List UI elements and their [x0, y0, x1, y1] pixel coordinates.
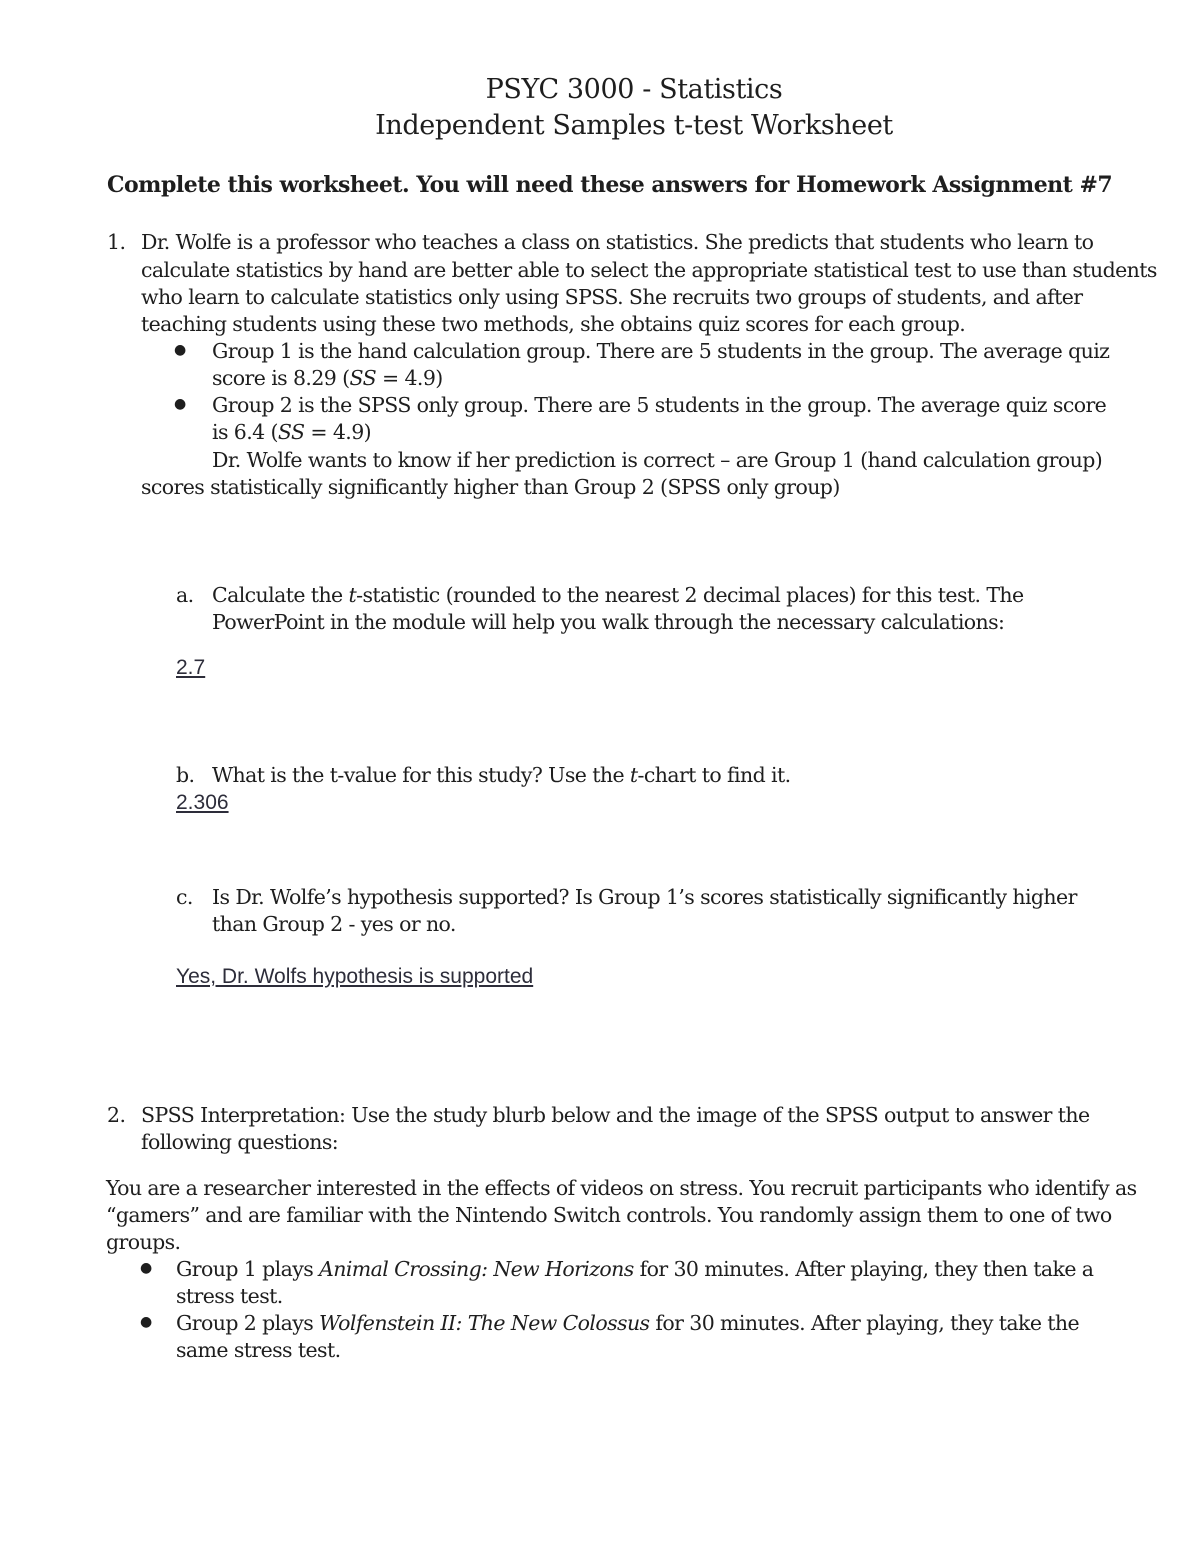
bullet-icon: ●: [174, 342, 187, 358]
study-blurb-line: “gamers” and are familiar with the Nintendo Switch controls. You randomly assign them to one of two: [106, 1203, 1112, 1227]
question-1-line: calculate statistics by hand are better able to select the appropriate statistical test to use than students: [141, 258, 1157, 282]
question-1-prompt: Dr. Wolfe wants to know if her prediction is correct – are Group 1 (hand calculation group): [212, 448, 1103, 472]
part-c-answer: Yes, Dr. Wolfs hypothesis is supported: [176, 965, 534, 988]
part-c-question: than Group 2 - yes or no.: [212, 912, 456, 936]
question-2-line: following questions:: [141, 1130, 339, 1154]
part-b-label: b.: [176, 763, 195, 787]
q2-group-2: same stress test.: [176, 1338, 341, 1362]
study-blurb-line: You are a researcher interested in the effects of videos on stress. You recruit participants who identify as: [106, 1176, 1137, 1200]
worksheet-title: Independent Samples t-test Worksheet: [375, 110, 893, 141]
group-2-score: is 6.4 (SS = 4.9): [212, 420, 372, 444]
q2-group-1: Group 1 plays Animal Crossing: New Horizons for 30 minutes. After playing, they then take a: [176, 1257, 1094, 1281]
question-1-number: 1.: [107, 230, 126, 254]
bullet-icon: ●: [140, 1260, 153, 1276]
instructions: Complete this worksheet. You will need these answers for Homework Assignment #7: [107, 172, 1113, 198]
question-1-line: who learn to calculate statistics only using SPSS. She recruits two groups of students, and after: [141, 285, 1083, 309]
question-2-number: 2.: [107, 1103, 126, 1127]
part-a-question: Calculate the t-statistic (rounded to the nearest 2 decimal places) for this test. The: [212, 583, 1024, 607]
group-1-score: score is 8.29 (SS = 4.9): [212, 366, 443, 390]
part-c-question: Is Dr. Wolfe’s hypothesis supported? Is Group 1’s scores statistically significantly higher: [212, 885, 1077, 909]
group-1-description: Group 1 is the hand calculation group. There are 5 students in the group. The average quiz: [212, 339, 1110, 363]
study-blurb-line: groups.: [106, 1230, 181, 1254]
question-2-line: SPSS Interpretation: Use the study blurb below and the image of the SPSS output to answer the: [141, 1103, 1090, 1127]
part-c-label: c.: [176, 885, 193, 909]
question-1-line: teaching students using these two methods, she obtains quiz scores for each group.: [141, 312, 966, 336]
course-title: PSYC 3000 - Statistics: [485, 74, 783, 105]
bullet-icon: ●: [140, 1314, 153, 1330]
bullet-icon: ●: [174, 396, 187, 412]
question-1-prompt: scores statistically significantly higher than Group 2 (SPSS only group): [141, 475, 840, 499]
group-2-description: Group 2 is the SPSS only group. There are 5 students in the group. The average quiz score: [212, 393, 1107, 417]
part-a-label: a.: [176, 583, 194, 607]
question-1-line: Dr. Wolfe is a professor who teaches a class on statistics. She predicts that students who learn to: [141, 230, 1094, 254]
part-a-answer: 2.7: [176, 656, 206, 679]
part-b-answer: 2.306: [176, 791, 229, 814]
part-a-question: PowerPoint in the module will help you walk through the necessary calculations:: [212, 610, 1005, 634]
part-b-question: What is the t-value for this study? Use the t-chart to find it.: [212, 763, 791, 787]
q2-group-2: Group 2 plays Wolfenstein II: The New Colossus for 30 minutes. After playing, they take the: [176, 1311, 1080, 1335]
q2-group-1: stress test.: [176, 1284, 283, 1308]
